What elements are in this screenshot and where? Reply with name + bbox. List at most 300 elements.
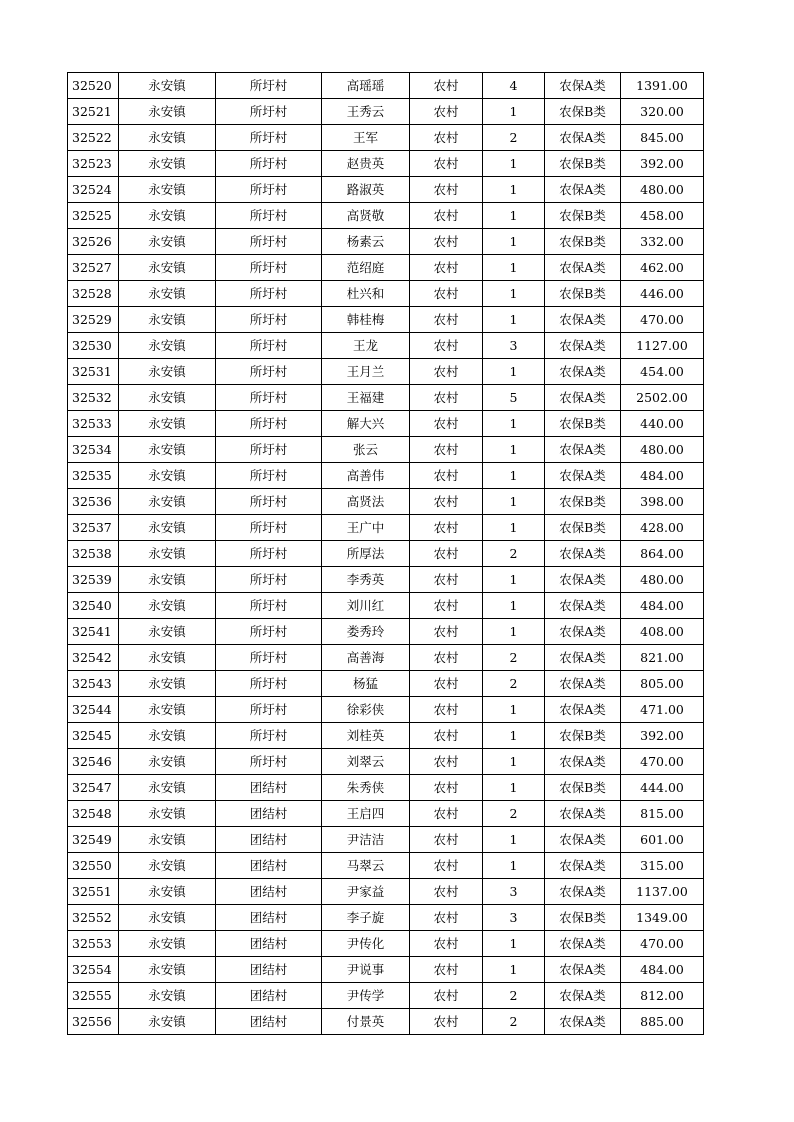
household-size-cell: 2 [483,125,545,151]
insurance-category-cell: 农保B类 [545,775,621,801]
village-cell: 所圩村 [216,385,322,411]
household-size-cell: 1 [483,463,545,489]
insurance-category-cell: 农保A类 [545,385,621,411]
record-id-cell: 32523 [68,151,119,177]
amount-cell: 392.00 [621,151,704,177]
record-id-cell: 32545 [68,723,119,749]
town-cell: 永安镇 [119,203,216,229]
name-cell: 范绍庭 [322,255,410,281]
village-cell: 所圩村 [216,73,322,99]
insurance-category-cell: 农保A类 [545,931,621,957]
area-type-cell: 农村 [410,463,483,489]
household-size-cell: 1 [483,697,545,723]
insurance-category-cell: 农保A类 [545,307,621,333]
town-cell: 永安镇 [119,567,216,593]
town-cell: 永安镇 [119,73,216,99]
table-row [68,593,704,619]
table-row [68,255,704,281]
name-cell: 杨素云 [322,229,410,255]
area-type-cell: 农村 [410,437,483,463]
area-type-cell: 农村 [410,125,483,151]
name-cell: 刘翠云 [322,749,410,775]
amount-cell: 1127.00 [621,333,704,359]
village-cell: 所圩村 [216,567,322,593]
amount-cell: 471.00 [621,697,704,723]
household-size-cell: 1 [483,411,545,437]
household-size-cell: 1 [483,957,545,983]
record-id-cell: 32531 [68,359,119,385]
table-row [68,905,704,931]
household-size-cell: 1 [483,827,545,853]
town-cell: 永安镇 [119,853,216,879]
town-cell: 永安镇 [119,411,216,437]
name-cell: 尹传学 [322,983,410,1009]
record-id-cell: 32542 [68,645,119,671]
insurance-category-cell: 农保B类 [545,151,621,177]
town-cell: 永安镇 [119,463,216,489]
name-cell: 王启四 [322,801,410,827]
area-type-cell: 农村 [410,307,483,333]
area-type-cell: 农村 [410,489,483,515]
town-cell: 永安镇 [119,541,216,567]
table-row [68,801,704,827]
village-cell: 所圩村 [216,333,322,359]
town-cell: 永安镇 [119,333,216,359]
area-type-cell: 农村 [410,333,483,359]
amount-cell: 2502.00 [621,385,704,411]
area-type-cell: 农村 [410,151,483,177]
village-cell: 所圩村 [216,541,322,567]
record-id-cell: 32547 [68,775,119,801]
record-id-cell: 32556 [68,1009,119,1035]
town-cell: 永安镇 [119,151,216,177]
area-type-cell: 农村 [410,515,483,541]
amount-cell: 480.00 [621,177,704,203]
household-size-cell: 1 [483,255,545,281]
insurance-category-cell: 农保A类 [545,359,621,385]
household-size-cell: 1 [483,151,545,177]
name-cell: 娄秀玲 [322,619,410,645]
household-size-cell: 1 [483,567,545,593]
record-id-cell: 32550 [68,853,119,879]
area-type-cell: 农村 [410,723,483,749]
area-type-cell: 农村 [410,99,483,125]
insurance-category-cell: 农保A类 [545,567,621,593]
insurance-category-cell: 农保B类 [545,203,621,229]
table-row [68,697,704,723]
name-cell: 尹洁洁 [322,827,410,853]
name-cell: 王秀云 [322,99,410,125]
table-row [68,931,704,957]
name-cell: 王广中 [322,515,410,541]
record-id-cell: 32536 [68,489,119,515]
table-row [68,125,704,151]
area-type-cell: 农村 [410,983,483,1009]
name-cell: 马翠云 [322,853,410,879]
insurance-category-cell: 农保B类 [545,281,621,307]
table-row [68,385,704,411]
amount-cell: 398.00 [621,489,704,515]
record-id-cell: 32548 [68,801,119,827]
record-id-cell: 32533 [68,411,119,437]
table-row [68,983,704,1009]
area-type-cell: 农村 [410,697,483,723]
village-cell: 团结村 [216,879,322,905]
amount-cell: 480.00 [621,437,704,463]
amount-cell: 408.00 [621,619,704,645]
record-id-cell: 32528 [68,281,119,307]
table-row [68,619,704,645]
record-id-cell: 32539 [68,567,119,593]
town-cell: 永安镇 [119,437,216,463]
record-id-cell: 32524 [68,177,119,203]
household-size-cell: 1 [483,749,545,775]
name-cell: 韩桂梅 [322,307,410,333]
insurance-category-cell: 农保B类 [545,99,621,125]
town-cell: 永安镇 [119,99,216,125]
town-cell: 永安镇 [119,515,216,541]
village-cell: 所圩村 [216,229,322,255]
insurance-category-cell: 农保A类 [545,697,621,723]
area-type-cell: 农村 [410,671,483,697]
insurance-category-cell: 农保B类 [545,489,621,515]
name-cell: 徐彩侠 [322,697,410,723]
household-size-cell: 1 [483,281,545,307]
name-cell: 王月兰 [322,359,410,385]
name-cell: 所厚法 [322,541,410,567]
amount-cell: 444.00 [621,775,704,801]
record-id-cell: 32546 [68,749,119,775]
town-cell: 永安镇 [119,931,216,957]
household-size-cell: 1 [483,593,545,619]
name-cell: 杨猛 [322,671,410,697]
household-size-cell: 1 [483,359,545,385]
area-type-cell: 农村 [410,1009,483,1035]
table-row [68,411,704,437]
village-cell: 所圩村 [216,489,322,515]
record-id-cell: 32527 [68,255,119,281]
area-type-cell: 农村 [410,359,483,385]
area-type-cell: 农村 [410,567,483,593]
town-cell: 永安镇 [119,281,216,307]
insurance-category-cell: 农保A类 [545,619,621,645]
area-type-cell: 农村 [410,385,483,411]
amount-cell: 821.00 [621,645,704,671]
amount-cell: 470.00 [621,749,704,775]
record-id-cell: 32520 [68,73,119,99]
name-cell: 王龙 [322,333,410,359]
household-size-cell: 1 [483,229,545,255]
village-cell: 所圩村 [216,125,322,151]
insurance-category-cell: 农保B类 [545,723,621,749]
town-cell: 永安镇 [119,983,216,1009]
village-cell: 所圩村 [216,411,322,437]
town-cell: 永安镇 [119,827,216,853]
record-id-cell: 32529 [68,307,119,333]
table-row [68,73,704,99]
area-type-cell: 农村 [410,879,483,905]
village-cell: 团结村 [216,775,322,801]
record-id-cell: 32521 [68,99,119,125]
village-cell: 所圩村 [216,619,322,645]
household-size-cell: 1 [483,775,545,801]
record-id-cell: 32544 [68,697,119,723]
record-table [67,72,704,1035]
amount-cell: 440.00 [621,411,704,437]
town-cell: 永安镇 [119,359,216,385]
amount-cell: 1349.00 [621,905,704,931]
record-id-cell: 32535 [68,463,119,489]
village-cell: 所圩村 [216,281,322,307]
amount-cell: 332.00 [621,229,704,255]
amount-cell: 462.00 [621,255,704,281]
record-id-cell: 32525 [68,203,119,229]
town-cell: 永安镇 [119,905,216,931]
area-type-cell: 农村 [410,541,483,567]
household-size-cell: 1 [483,203,545,229]
household-size-cell: 1 [483,723,545,749]
record-id-cell: 32522 [68,125,119,151]
amount-cell: 446.00 [621,281,704,307]
town-cell: 永安镇 [119,775,216,801]
insurance-category-cell: 农保B类 [545,229,621,255]
amount-cell: 845.00 [621,125,704,151]
village-cell: 所圩村 [216,697,322,723]
amount-cell: 815.00 [621,801,704,827]
name-cell: 高善伟 [322,463,410,489]
name-cell: 付景英 [322,1009,410,1035]
record-id-cell: 32526 [68,229,119,255]
area-type-cell: 农村 [410,593,483,619]
amount-cell: 885.00 [621,1009,704,1035]
table-row [68,775,704,801]
insurance-category-cell: 农保A类 [545,541,621,567]
table-row [68,307,704,333]
name-cell: 张云 [322,437,410,463]
amount-cell: 428.00 [621,515,704,541]
village-cell: 所圩村 [216,255,322,281]
table-row [68,853,704,879]
amount-cell: 812.00 [621,983,704,1009]
household-size-cell: 2 [483,541,545,567]
household-size-cell: 2 [483,801,545,827]
name-cell: 王福建 [322,385,410,411]
insurance-category-cell: 农保A类 [545,1009,621,1035]
amount-cell: 454.00 [621,359,704,385]
record-id-cell: 32543 [68,671,119,697]
table-row [68,723,704,749]
area-type-cell: 农村 [410,73,483,99]
record-id-cell: 32553 [68,931,119,957]
table-row [68,177,704,203]
area-type-cell: 农村 [410,749,483,775]
name-cell: 尹家益 [322,879,410,905]
amount-cell: 470.00 [621,931,704,957]
town-cell: 永安镇 [119,125,216,151]
area-type-cell: 农村 [410,229,483,255]
household-size-cell: 2 [483,671,545,697]
insurance-category-cell: 农保A类 [545,671,621,697]
table-row [68,1009,704,1035]
name-cell: 李子旋 [322,905,410,931]
name-cell: 高贤法 [322,489,410,515]
town-cell: 永安镇 [119,879,216,905]
table-row [68,645,704,671]
area-type-cell: 农村 [410,645,483,671]
table-row [68,957,704,983]
area-type-cell: 农村 [410,775,483,801]
table-body [68,73,704,1035]
record-id-cell: 32532 [68,385,119,411]
town-cell: 永安镇 [119,593,216,619]
household-size-cell: 5 [483,385,545,411]
village-cell: 所圩村 [216,671,322,697]
insurance-category-cell: 农保A类 [545,957,621,983]
table-row [68,203,704,229]
village-cell: 所圩村 [216,645,322,671]
town-cell: 永安镇 [119,749,216,775]
table-row [68,359,704,385]
amount-cell: 805.00 [621,671,704,697]
amount-cell: 601.00 [621,827,704,853]
village-cell: 所圩村 [216,359,322,385]
household-size-cell: 1 [483,619,545,645]
household-size-cell: 1 [483,515,545,541]
household-size-cell: 1 [483,177,545,203]
village-cell: 所圩村 [216,99,322,125]
table-row [68,515,704,541]
record-id-cell: 32537 [68,515,119,541]
area-type-cell: 农村 [410,411,483,437]
household-size-cell: 2 [483,1009,545,1035]
table-row [68,489,704,515]
village-cell: 所圩村 [216,177,322,203]
name-cell: 路淑英 [322,177,410,203]
table-row [68,99,704,125]
insurance-category-cell: 农保A类 [545,593,621,619]
table-row [68,437,704,463]
table-row [68,151,704,177]
amount-cell: 484.00 [621,957,704,983]
record-id-cell: 32552 [68,905,119,931]
amount-cell: 392.00 [621,723,704,749]
insurance-category-cell: 农保A类 [545,749,621,775]
town-cell: 永安镇 [119,723,216,749]
amount-cell: 480.00 [621,567,704,593]
name-cell: 王军 [322,125,410,151]
name-cell: 赵贵英 [322,151,410,177]
village-cell: 所圩村 [216,463,322,489]
table-row [68,333,704,359]
village-cell: 所圩村 [216,749,322,775]
town-cell: 永安镇 [119,697,216,723]
name-cell: 杜兴和 [322,281,410,307]
area-type-cell: 农村 [410,203,483,229]
household-size-cell: 1 [483,853,545,879]
record-id-cell: 32541 [68,619,119,645]
name-cell: 高贤敬 [322,203,410,229]
household-size-cell: 1 [483,307,545,333]
amount-cell: 1391.00 [621,73,704,99]
table-row [68,229,704,255]
name-cell: 朱秀侠 [322,775,410,801]
village-cell: 所圩村 [216,151,322,177]
table-row [68,827,704,853]
area-type-cell: 农村 [410,931,483,957]
area-type-cell: 农村 [410,177,483,203]
area-type-cell: 农村 [410,905,483,931]
name-cell: 刘桂英 [322,723,410,749]
record-id-cell: 32549 [68,827,119,853]
record-id-cell: 32530 [68,333,119,359]
table-row [68,281,704,307]
household-size-cell: 3 [483,879,545,905]
name-cell: 李秀英 [322,567,410,593]
insurance-category-cell: 农保A类 [545,463,621,489]
area-type-cell: 农村 [410,827,483,853]
amount-cell: 470.00 [621,307,704,333]
area-type-cell: 农村 [410,957,483,983]
household-size-cell: 1 [483,437,545,463]
record-id-cell: 32555 [68,983,119,1009]
record-id-cell: 32534 [68,437,119,463]
town-cell: 永安镇 [119,385,216,411]
area-type-cell: 农村 [410,619,483,645]
amount-cell: 484.00 [621,463,704,489]
area-type-cell: 农村 [410,281,483,307]
insurance-category-cell: 农保A类 [545,645,621,671]
insurance-category-cell: 农保A类 [545,125,621,151]
town-cell: 永安镇 [119,255,216,281]
village-cell: 所圩村 [216,307,322,333]
village-cell: 团结村 [216,801,322,827]
insurance-category-cell: 农保A类 [545,73,621,99]
household-size-cell: 1 [483,489,545,515]
insurance-category-cell: 农保A类 [545,255,621,281]
insurance-category-cell: 农保A类 [545,827,621,853]
name-cell: 解大兴 [322,411,410,437]
town-cell: 永安镇 [119,645,216,671]
town-cell: 永安镇 [119,489,216,515]
insurance-category-cell: 农保A类 [545,437,621,463]
table-row [68,463,704,489]
record-id-cell: 32554 [68,957,119,983]
table-row [68,671,704,697]
area-type-cell: 农村 [410,801,483,827]
insurance-category-cell: 农保B类 [545,411,621,437]
village-cell: 团结村 [216,827,322,853]
record-id-cell: 32538 [68,541,119,567]
village-cell: 团结村 [216,853,322,879]
table-row [68,567,704,593]
household-size-cell: 2 [483,983,545,1009]
insurance-category-cell: 农保A类 [545,853,621,879]
amount-cell: 315.00 [621,853,704,879]
name-cell: 尹说事 [322,957,410,983]
village-cell: 所圩村 [216,515,322,541]
town-cell: 永安镇 [119,957,216,983]
insurance-category-cell: 农保A类 [545,801,621,827]
table-row [68,879,704,905]
village-cell: 所圩村 [216,203,322,229]
household-size-cell: 3 [483,905,545,931]
name-cell: 高善海 [322,645,410,671]
village-cell: 所圩村 [216,723,322,749]
name-cell: 高瑶瑶 [322,73,410,99]
town-cell: 永安镇 [119,307,216,333]
name-cell: 尹传化 [322,931,410,957]
amount-cell: 484.00 [621,593,704,619]
